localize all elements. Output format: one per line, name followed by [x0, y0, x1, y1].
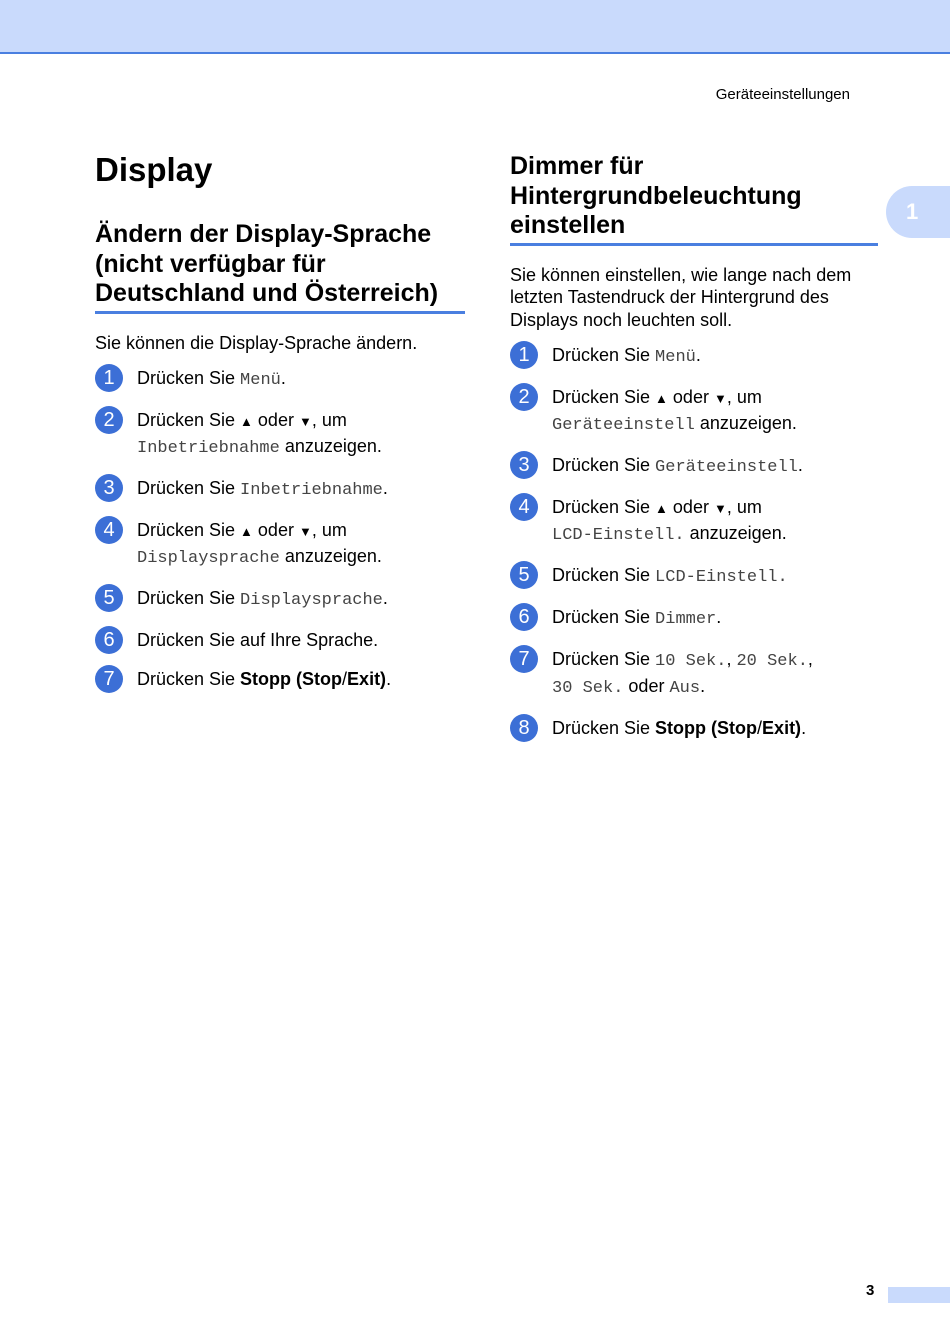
step-text: Drücken Sie auf Ihre Sprache. [137, 630, 379, 650]
step-item [95, 366, 465, 393]
step-text: , um [726, 497, 762, 517]
page-number: 3 [866, 1282, 875, 1299]
display-code: Geräteeinstell [552, 416, 695, 435]
step-text: oder [667, 387, 714, 407]
display-code: Displaysprache [240, 591, 383, 610]
key-label: Stopp (Stop [240, 669, 343, 689]
step-number-badge: 7 [510, 645, 538, 673]
arrow-up-icon: ▲ [240, 524, 253, 539]
display-code: Dimmer [655, 610, 717, 629]
step-text: anzuzeigen. [684, 523, 787, 543]
step-number-badge: 4 [510, 493, 538, 521]
step-number-badge: 2 [95, 406, 123, 434]
step-item [95, 628, 465, 652]
arrow-up-icon: ▲ [655, 391, 668, 406]
chapter-tab: 1 [886, 186, 950, 238]
step-item [510, 385, 878, 438]
step-text: Drücken Sie [552, 607, 656, 627]
arrow-down-icon: ▼ [298, 524, 312, 539]
display-code: Menü [655, 348, 696, 367]
step-text: Drücken Sie [552, 455, 656, 475]
step-list [510, 343, 878, 740]
display-code: LCD-Einstell. [655, 568, 788, 587]
step-item [510, 495, 878, 548]
step-item [95, 667, 465, 691]
step-item [510, 605, 878, 632]
display-code: 20 Sek. [736, 652, 808, 671]
step-text: , um [311, 520, 347, 540]
step-text: Drücken Sie [552, 497, 656, 517]
display-code: Inbetriebnahme [137, 439, 280, 458]
step-list [95, 366, 465, 691]
step-text: Drücken Sie [552, 565, 656, 585]
arrow-up-icon: ▲ [240, 414, 253, 429]
step-text: Drücken Sie [137, 368, 241, 388]
step-text: , um [726, 387, 762, 407]
step-text: anzuzeigen. [694, 413, 797, 433]
step-text: . [386, 669, 392, 689]
display-code: Menü [240, 371, 281, 390]
key-label: Exit) [762, 718, 802, 738]
step-number-badge: 3 [510, 451, 538, 479]
step-text: Drücken Sie [552, 718, 656, 738]
display-code: 30 Sek. [552, 679, 624, 698]
step-text: . [716, 607, 722, 627]
step-item [510, 343, 878, 370]
step-text: Drücken Sie [137, 520, 241, 540]
step-number-badge: 8 [510, 714, 538, 742]
step-text: , [807, 649, 813, 669]
step-number-badge: 6 [95, 626, 123, 654]
key-label: Stopp (Stop [655, 718, 758, 738]
step-text: / [342, 669, 348, 689]
step-item [95, 476, 465, 503]
step-text: / [757, 718, 763, 738]
step-text: . [382, 588, 388, 608]
step-text: . [280, 368, 286, 388]
step-item [510, 453, 878, 480]
display-code: Inbetriebnahme [240, 481, 383, 500]
step-text: Drücken Sie [137, 478, 241, 498]
step-number-badge: 1 [95, 364, 123, 392]
step-number-badge: 4 [95, 516, 123, 544]
display-code: Aus [669, 679, 701, 698]
right-column [510, 152, 878, 755]
step-text: . [700, 676, 706, 696]
step-text: Drücken Sie [137, 588, 241, 608]
step-text: . [695, 345, 701, 365]
intro-text: Sie können die Display-Sprache ändern. [95, 332, 418, 353]
step-number-badge: 2 [510, 383, 538, 411]
step-item [510, 716, 878, 740]
display-code: LCD-Einstell. [552, 526, 685, 545]
step-item [95, 586, 465, 613]
arrow-down-icon: ▼ [298, 414, 312, 429]
key-label: Exit) [347, 669, 387, 689]
step-text: Drücken Sie [552, 345, 656, 365]
display-code: Geräteeinstell [655, 458, 798, 477]
left-column [95, 150, 465, 706]
intro-text: Sie können einstellen, wie lange nach dem letzten Tastendruck der Hintergrund des Displays noch leuchten soll. [510, 264, 852, 330]
step-text: Drücken Sie [137, 669, 241, 689]
step-text: oder [252, 520, 299, 540]
display-code: Displaysprache [137, 549, 280, 568]
top-header-band [0, 0, 950, 54]
step-text: oder [623, 676, 670, 696]
arrow-down-icon: ▼ [713, 391, 727, 406]
arrow-down-icon: ▼ [713, 501, 727, 516]
step-item [510, 563, 878, 590]
step-text: oder [667, 497, 714, 517]
step-text: , um [311, 410, 347, 430]
section-title: Display [95, 151, 213, 188]
subsection-title: Ändern der Display-Sprache (nicht verfügbar für Deutschland und Österreich) [95, 220, 465, 314]
step-number-badge: 7 [95, 665, 123, 693]
subsection-title: Dimmer für Hintergrundbeleuchtung einstellen [510, 152, 878, 246]
step-number-badge: 5 [510, 561, 538, 589]
running-header: Geräteeinstellungen [715, 86, 850, 103]
step-number-badge: 1 [510, 341, 538, 369]
step-text: oder [252, 410, 299, 430]
footer-band [888, 1287, 950, 1303]
step-text: anzuzeigen. [279, 436, 382, 456]
step-text: . [797, 455, 803, 475]
step-text: anzuzeigen. [279, 546, 382, 566]
step-item [510, 647, 878, 701]
step-item [95, 518, 465, 571]
step-number-badge: 5 [95, 584, 123, 612]
arrow-up-icon: ▲ [655, 501, 668, 516]
display-code: 10 Sek. [655, 652, 727, 671]
step-number-badge: 3 [95, 474, 123, 502]
step-text: Drücken Sie [552, 649, 656, 669]
step-text: Drücken Sie [552, 387, 656, 407]
step-text: . [382, 478, 388, 498]
step-text: , [726, 649, 737, 669]
step-text: Drücken Sie [137, 410, 241, 430]
step-number-badge: 6 [510, 603, 538, 631]
step-text: . [801, 718, 807, 738]
step-item [95, 408, 465, 461]
